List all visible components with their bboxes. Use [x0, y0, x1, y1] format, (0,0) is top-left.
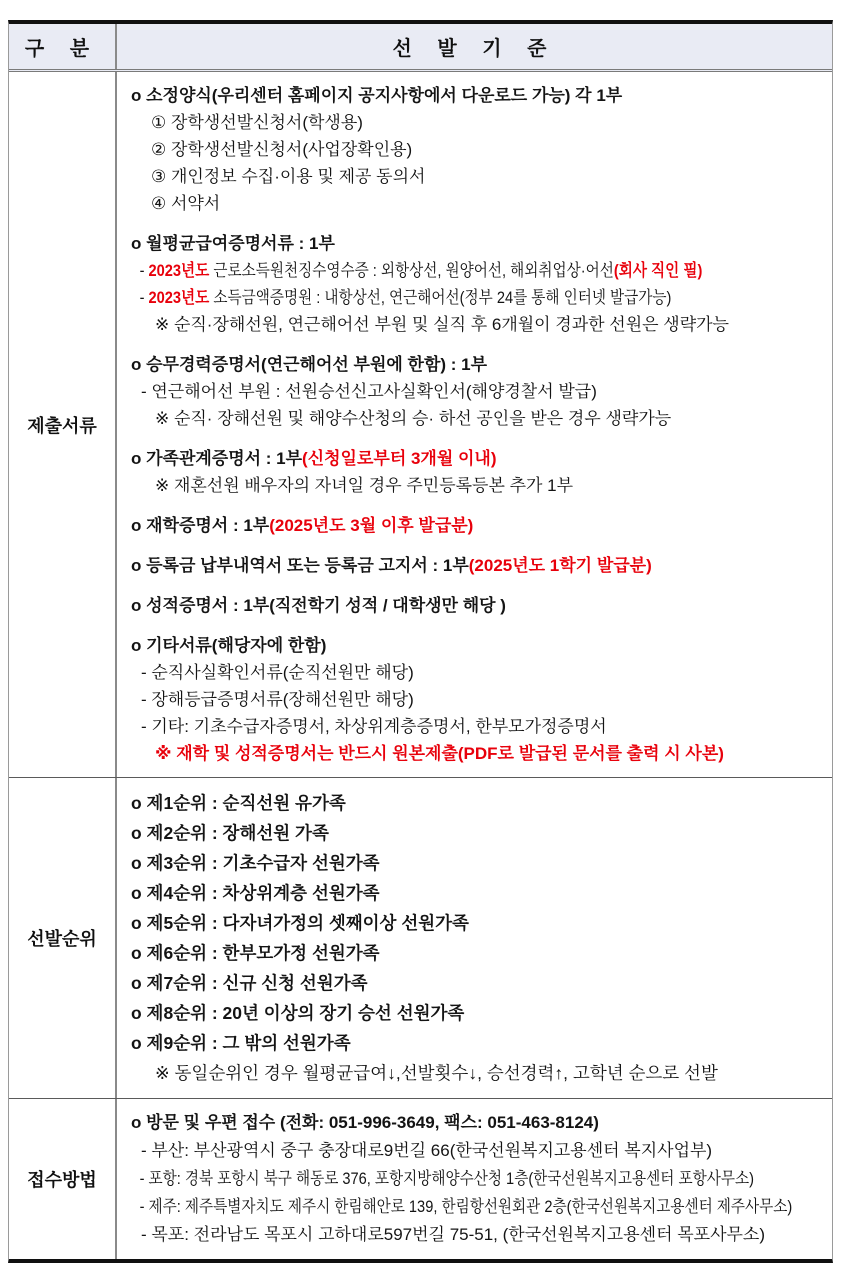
text-segment: - 목포: 전라남도 목포시 고하대로597번길 75-51, (한국선원복지고용센터 목포사무소): [141, 1225, 765, 1244]
criteria-line: [131, 230, 826, 257]
text-segment: o 가족관계증명서 : 1부: [131, 449, 303, 468]
criteria-line: [131, 592, 826, 619]
highlight-text: (회사 직인 필): [613, 261, 703, 280]
table-rows: [9, 72, 832, 1259]
text-segment: ④ 서약서: [151, 194, 221, 213]
text-segment: o 월평균급여증명서류 : 1부: [131, 234, 335, 253]
text-segment: o 제2순위 : 장해선원 가족: [131, 823, 329, 843]
row-content-priority: [115, 778, 832, 1098]
section-documents-4: [131, 445, 826, 499]
criteria-line: [131, 659, 826, 686]
section-priority-1: [131, 788, 826, 1088]
criteria-line: [131, 1109, 841, 1137]
highlight-text: (2025년도 1학기 발급분): [468, 556, 652, 575]
text-segment: o 제4순위 : 차상위계층 선원가족: [131, 883, 380, 903]
header-criteria: 선 발 기 준: [115, 24, 832, 69]
criteria-line: [131, 848, 826, 878]
text-segment: ① 장학생선발신청서(학생용): [151, 113, 363, 132]
text-segment: o 승무경력증명서(연근해어선 부원에 한함) : 1부: [131, 355, 488, 374]
criteria-line: [131, 998, 826, 1028]
criteria-line: [131, 257, 729, 284]
text-segment: o 제7순위 : 신규 신청 선원가족: [131, 973, 368, 993]
text-segment: ② 장학생선발신청서(사업장확인용): [151, 140, 413, 159]
criteria-line: [131, 632, 826, 659]
criteria-line: [131, 109, 826, 136]
criteria-line: [131, 968, 826, 998]
section-documents-1: [131, 82, 826, 217]
criteria-line: [131, 908, 826, 938]
text-segment: - 순직사실확인서류(순직선원만 해당): [141, 663, 414, 682]
criteria-line: [131, 740, 826, 767]
section-documents-7: [131, 592, 826, 619]
criteria-line: [131, 818, 826, 848]
text-segment: o 기타서류(해당자에 한함): [131, 636, 327, 655]
text-segment: 소득금액증명원 : 내항상선, 연근해어선(정부 24를 통해 인터넷 발급가능): [213, 288, 672, 307]
text-segment: ※ 순직·장해선원, 연근해어선 부원 및 실직 후 6개월이 경과한 선원은 생략가능: [155, 315, 729, 334]
criteria-line: [131, 788, 826, 818]
text-segment: ③ 개인정보 수집·이용 및 제공 동의서: [151, 167, 426, 186]
criteria-line: [131, 552, 826, 579]
text-segment: 근로소득원천징수영수증 : 외항상선, 원양어선, 해외취업상·어선: [213, 261, 614, 280]
row-label-method: 접수방법: [27, 1170, 97, 1190]
text-segment: o 제1순위 : 순직선원 유가족: [131, 793, 346, 813]
text-segment: - 포항: 경북 포항시 북구 해동로 376, 포항지방해양수산청 1층(한국선원복지고용센터 포항사무소): [139, 1169, 754, 1188]
text-segment: ※ 동일순위인 경우 월평균급여↓,선발횟수↓, 승선경력↑, 고학년 순으로 선발: [155, 1063, 718, 1083]
table-header-row: [9, 24, 832, 72]
criteria-line: [131, 878, 826, 908]
text-segment: o 방문 및 우편 접수 (전화: 051-996-3649, 팩스: 051-463-8124): [131, 1113, 599, 1132]
highlight-text: (신청일로부터 3개월 이내): [302, 449, 497, 468]
row-label-documents: 제출서류: [27, 415, 97, 436]
criteria-line: [131, 1165, 792, 1193]
section-method-1: [131, 1109, 841, 1249]
criteria-line: [131, 190, 826, 217]
section-documents-8: [131, 632, 826, 767]
text-segment: ※ 순직· 장해선원 및 해양수산청의 승· 하선 공인을 받은 경우 생략가능: [155, 409, 672, 428]
text-segment: - 부산: 부산광역시 중구 충장대로9번길 66(한국선원복지고용센터 복지사업부): [141, 1141, 713, 1160]
text-segment: - 장해등급증명서류(장해선원만 해당): [141, 690, 414, 709]
table-row-documents: [9, 72, 832, 777]
row-label-priority: 선발순위: [27, 929, 97, 949]
header-category: 구 분: [24, 38, 100, 60]
criteria-line: [131, 713, 826, 740]
table-row-method: [9, 1098, 832, 1259]
highlight-text: ※ 재학 및 성적증명서는 반드시 원본제출(PDF로 발급된 문서를 출력 시 사본): [155, 744, 724, 763]
criteria-line: [131, 378, 826, 405]
criteria-line: [131, 1028, 826, 1058]
text-segment: o 성적증명서 : 1부(직전학기 성적 / 대학생만 해당 ): [131, 596, 506, 615]
section-documents-5: [131, 512, 826, 539]
text-segment: o 제3순위 : 기초수급자 선원가족: [131, 853, 380, 873]
text-segment: ※ 재혼선원 배우자의 자녀일 경우 주민등록등본 추가 1부: [155, 476, 574, 495]
criteria-line: [131, 1058, 826, 1088]
criteria-line: [131, 405, 826, 432]
criteria-line: [131, 445, 826, 472]
highlight-text: 2023년도: [148, 261, 214, 280]
criteria-line: [131, 1221, 841, 1249]
text-segment: o 등록금 납부내역서 또는 등록금 고지서 : 1부: [131, 556, 469, 575]
text-segment: o 제9순위 : 그 밖의 선원가족: [131, 1033, 351, 1053]
criteria-line: [131, 686, 826, 713]
criteria-line: [131, 1137, 841, 1165]
criteria-line: [131, 136, 826, 163]
text-segment: - 기타: 기초수급자증명서, 차상위계층증명서, 한부모가정증명서: [141, 717, 607, 736]
text-segment: o 제8순위 : 20년 이상의 장기 승선 선원가족: [131, 1003, 465, 1023]
text-segment: - 제주: 제주특별자치도 제주시 한림해안로 139, 한림항선원회관 2층(한국선원복지고용센터 제주사무소): [139, 1197, 793, 1216]
section-documents-2: [131, 230, 826, 338]
row-content-method: [115, 1099, 841, 1259]
criteria-line: [131, 1193, 792, 1221]
text-segment: -: [139, 288, 149, 307]
criteria-line: [131, 472, 826, 499]
highlight-text: 2023년도: [148, 288, 214, 307]
text-segment: o 재학증명서 : 1부: [131, 516, 270, 535]
text-segment: o 소정양식(우리센터 홈페이지 공지사항에서 다운로드 가능) 각 1부: [131, 86, 623, 105]
criteria-table: [8, 20, 833, 1263]
text-segment: - 연근해어선 부원 : 선원승선신고사실확인서(해양경찰서 발급): [141, 382, 597, 401]
text-segment: o 제6순위 : 한부모가정 선원가족: [131, 943, 380, 963]
criteria-line: [131, 938, 826, 968]
section-documents-6: [131, 552, 826, 579]
section-documents-3: [131, 351, 826, 432]
criteria-line: [131, 163, 826, 190]
criteria-line: [131, 284, 729, 311]
criteria-line: [131, 311, 826, 338]
criteria-line: [131, 82, 826, 109]
highlight-text: (2025년도 3월 이후 발급분): [269, 516, 474, 535]
table-row-priority: [9, 777, 832, 1098]
text-segment: o 제5순위 : 다자녀가정의 셋째이상 선원가족: [131, 913, 469, 933]
row-content-documents: [115, 72, 832, 777]
text-segment: -: [139, 261, 149, 280]
criteria-line: [131, 351, 826, 378]
criteria-line: [131, 512, 826, 539]
